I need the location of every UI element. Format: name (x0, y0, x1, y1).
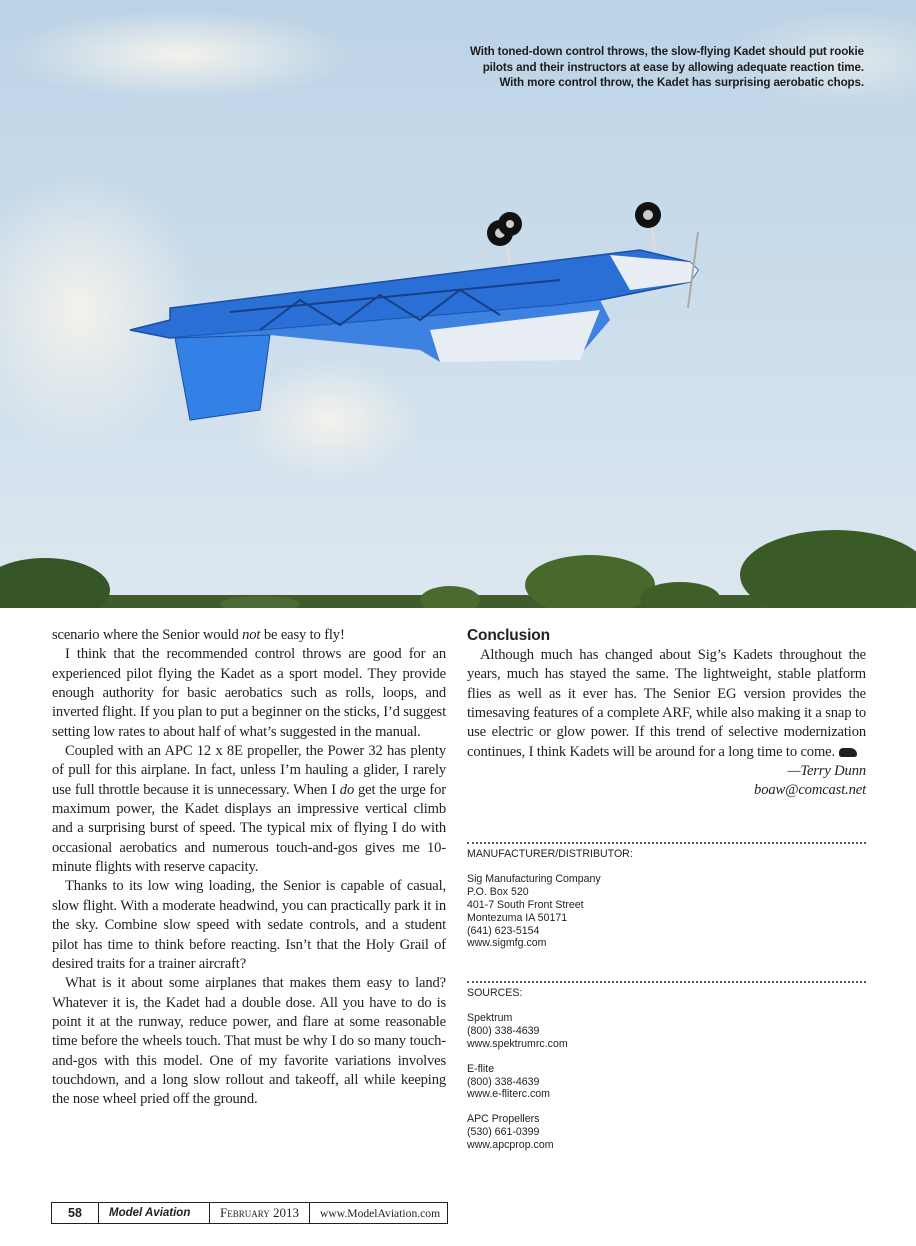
paragraph-text: be easy to fly! (260, 627, 345, 643)
photo-illustration (0, 0, 916, 608)
website-link[interactable]: www.ModelAviation.com (320, 1206, 441, 1220)
issue-date: February 2013 (210, 1203, 310, 1223)
emphasis-text: not (242, 627, 261, 643)
dotted-divider (467, 842, 866, 844)
manufacturer-line[interactable]: www.sigmfg.com (467, 937, 547, 950)
source-website[interactable]: www.e-fliterc.com (467, 1088, 550, 1101)
right-column (467, 626, 866, 801)
manufacturer-line: Montezuma IA 50171 (467, 911, 568, 924)
source-entry (467, 1113, 866, 1152)
conclusion-heading: Conclusion (467, 627, 550, 644)
sources-box (467, 981, 866, 1164)
paragraph-text: I think that the recommended control throws are good for an experienced pilot flying the Kadet as a sport model. They provide enough authority for basic aerobatics such as rolls, loops, and inverted flight. If you plan to put a beginner on the sticks, I’d suggest setting low rates to about half of what’s suggested in the manual. (52, 646, 446, 740)
body-paragraph (52, 626, 446, 645)
manufacturer-line: (641) 623-5154 (467, 924, 540, 937)
source-website[interactable]: www.apcprop.com (467, 1139, 554, 1152)
manufacturer-info (467, 873, 866, 950)
source-phone: (800) 338-4639 (467, 1075, 540, 1088)
source-phone: (800) 338-4639 (467, 1024, 540, 1037)
source-entry (467, 1063, 866, 1102)
airplane-end-mark-icon (839, 748, 857, 757)
paragraph-text: Thanks to its low wing loading, the Senior is capable of casual, slow flight. With a moderate headwind, you can practically park it in the sky. Combine slow speed with sedate controls, and a student pilot has time to think before reacting. Isn’t that the Holy Grail of desired traits for a trainer aircraft? (52, 878, 446, 972)
conclusion-paragraph (467, 646, 866, 762)
paragraph-text: get the urge for maximum power, the Kadet displays an impressive vertical climb and a surprising burst of speed. The typical mix of flying I do with occasional aerobatics and numerous touch-and-gos gives me 10-minute flights with reserve capacity. (52, 781, 446, 876)
manufacturer-title: MANUFACTURER/DISTRIBUTOR: (467, 848, 633, 860)
author-name: —Terry Dunn (787, 763, 866, 780)
airplane-photo (0, 0, 916, 608)
manufacturer-line: 401-7 South Front Street (467, 898, 584, 911)
sources-list (467, 1012, 866, 1152)
paragraph-text: Coupled with an APC 12 x 8E propeller, the Power 32 has plenty of pull for this airplane. In fact, unless I’m hauling a glider, I rarely use full throttle because it is unnecessary. When I (52, 743, 446, 798)
source-name: E-flite (467, 1062, 495, 1075)
photo-caption (434, 44, 864, 91)
caption-line: pilots and their instructors at ease by allowing adequate reaction time. (482, 60, 864, 74)
author-email[interactable]: boaw@comcast.net (754, 782, 866, 799)
manufacturer-line: Sig Manufacturing Company (467, 872, 601, 885)
source-website[interactable]: www.spektrumrc.com (467, 1037, 568, 1050)
left-column (52, 626, 446, 1110)
caption-line: With more control throw, the Kadet has surprising aerobatic chops. (499, 76, 864, 89)
paragraph-text: scenario where the Senior would (52, 627, 243, 643)
source-entry (467, 1012, 866, 1051)
cloud (10, 10, 350, 100)
source-name: Spektrum (467, 1011, 513, 1024)
body-paragraph (52, 742, 446, 877)
paragraph-text: What is it about some airplanes that makes them easy to land? Whatever it is, the Kadet had a double dose. All you have to do is point it at the runway, reduce power, and flare at some reasonable time before the wheels touch. That must be why I do so many touch-and-gos with this model. One of my favorite variations involves touchdown, and a long slow rollout and takeoff, all while keeping the nose wheel pried off the ground. (52, 975, 446, 1108)
body-paragraph (52, 645, 446, 742)
source-phone: (530) 661-0399 (467, 1126, 540, 1139)
magazine-name: Model Aviation (99, 1203, 210, 1223)
dotted-divider (467, 981, 866, 983)
emphasis-text: do (339, 781, 355, 798)
body-paragraph (52, 877, 446, 974)
sources-title: SOURCES: (467, 987, 523, 999)
page-footer (51, 1202, 448, 1224)
manufacturer-box (467, 842, 866, 950)
conclusion-text: Although much has changed about Sig’s Kadets throughout the years, much has stayed the same. The lightweight, stable platform flies as well as it ever has. The Senior EG version provides the timesaving features of a complete ARF, while also making it a snap to use electric or glow power. If this trend of selective modernization continues, I think Kadets will be around for a long time to come. (467, 647, 866, 760)
body-paragraph (52, 974, 446, 1109)
page-number: 58 (52, 1203, 99, 1223)
manufacturer-line: P.O. Box 520 (467, 885, 529, 898)
caption-line: With toned-down control throws, the slow-flying Kadet should put rookie (469, 45, 864, 58)
source-name: APC Propellers (467, 1113, 540, 1126)
cloud (240, 360, 420, 480)
